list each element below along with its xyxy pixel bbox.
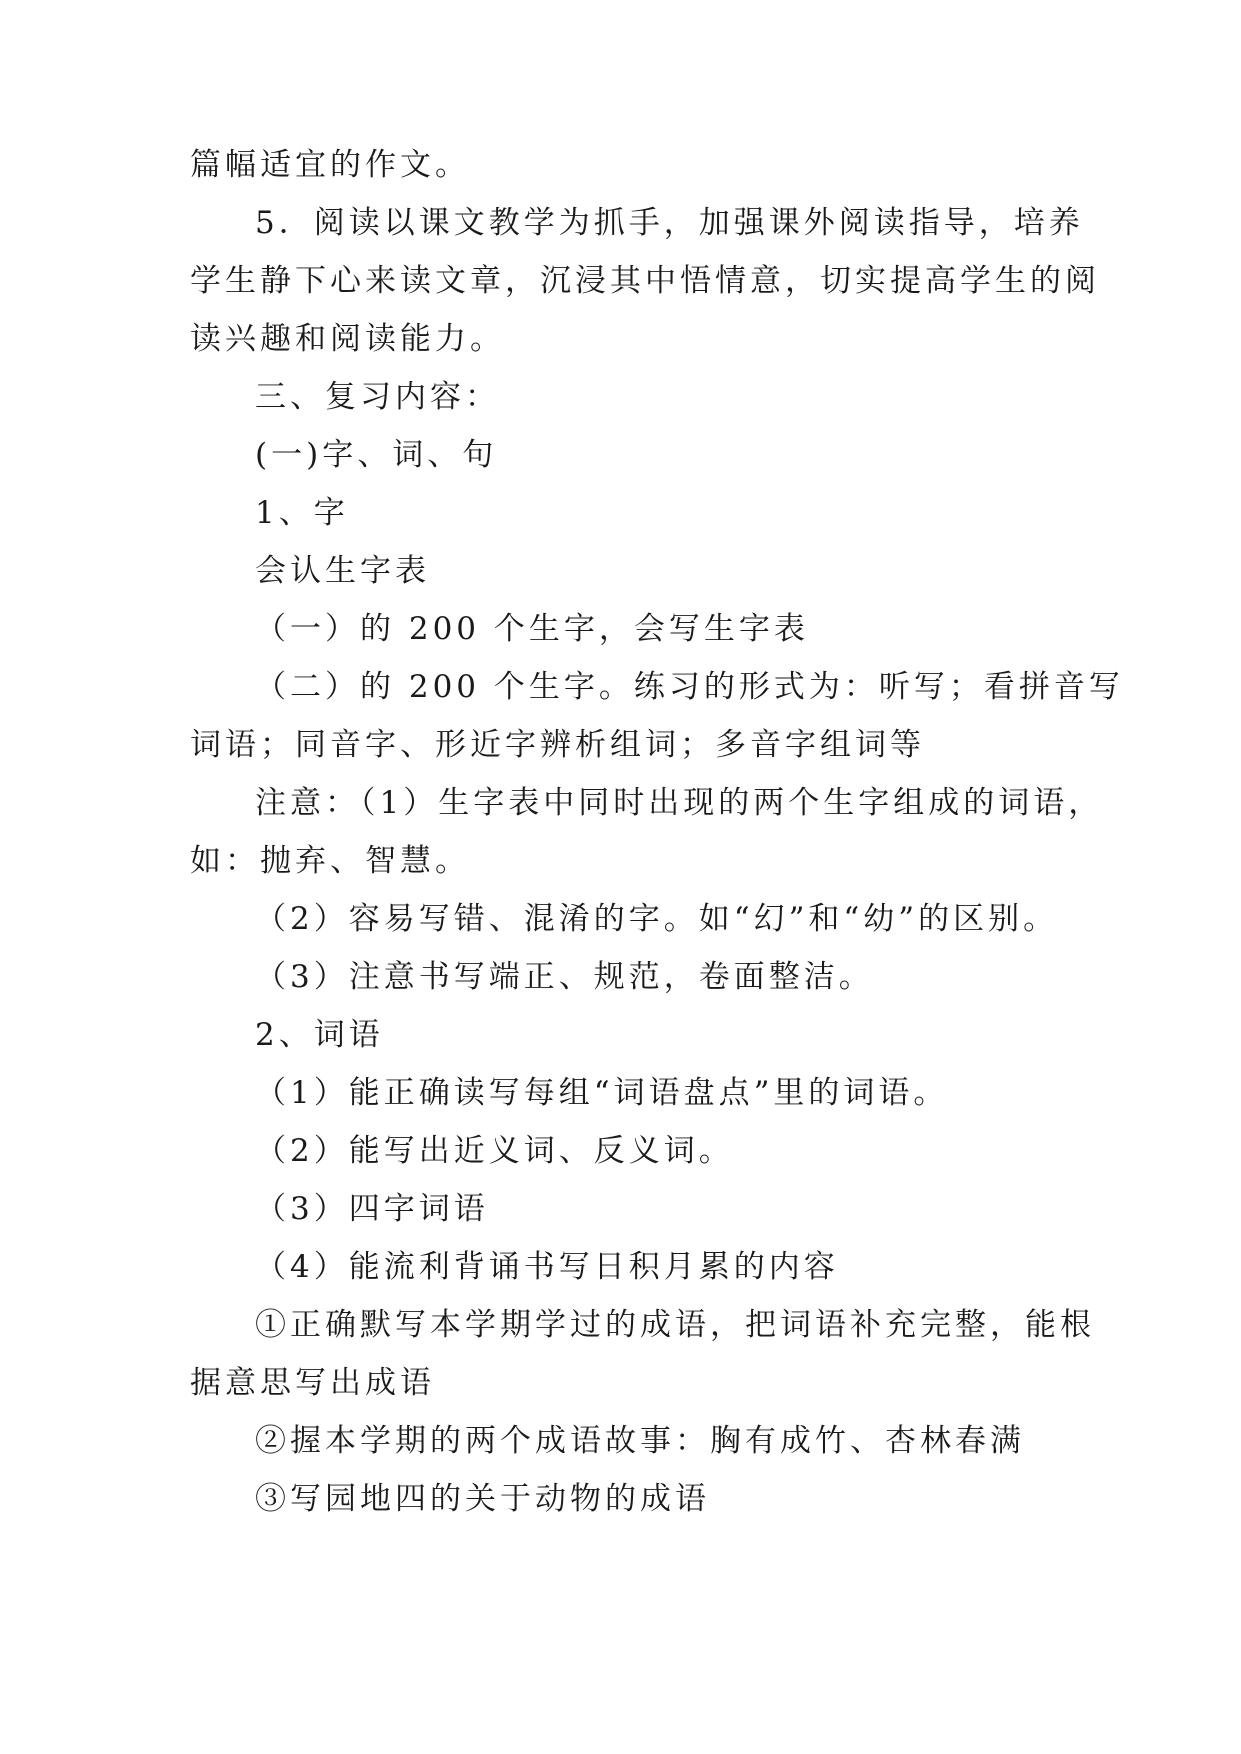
text-line: （二）的 200 个生字。练习的形式为：听写；看拼音写 bbox=[255, 669, 1124, 705]
item-heading: 1、字 bbox=[255, 495, 349, 531]
text-line: （2）能写出近义词、反义词。 bbox=[255, 1133, 734, 1169]
text-line: 据意思写出成语 bbox=[190, 1365, 435, 1401]
text-line: 5．阅读以课文教学为抓手，加强课外阅读指导，培养 bbox=[255, 205, 1084, 241]
text-line: （一）的 200 个生字，会写生字表 bbox=[255, 611, 809, 647]
text-line: （1）能正确读写每组“词语盘点”里的词语。 bbox=[255, 1075, 949, 1111]
text-line: 注意：（1）生字表中同时出现的两个生字组成的词语， bbox=[255, 785, 1104, 821]
text-line: ②握本学期的两个成语故事：胸有成竹、杏林春满 bbox=[255, 1423, 1025, 1459]
text-line: ③写园地四的关于动物的成语 bbox=[255, 1481, 710, 1517]
text-line: 读兴趣和阅读能力。 bbox=[190, 321, 505, 357]
item-heading: 2、词语 bbox=[255, 1017, 384, 1053]
text-line: 如：抛弃、智慧。 bbox=[190, 843, 470, 879]
subsection-heading: (一)字、词、句 bbox=[255, 437, 498, 473]
text-line: ①正确默写本学期学过的成语，把词语补充完整，能根 bbox=[255, 1307, 1095, 1343]
text-line: （3）注意书写端正、规范，卷面整洁。 bbox=[255, 959, 874, 995]
text-line: 篇幅适宜的作文。 bbox=[190, 147, 470, 183]
text-line: 词语；同音字、形近字辨析组词；多音字组词等 bbox=[190, 727, 925, 763]
text-line: （4）能流利背诵书写日积月累的内容 bbox=[255, 1249, 839, 1285]
section-heading: 三、复习内容： bbox=[255, 379, 500, 415]
text-line: 学生静下心来读文章，沉浸其中悟情意，切实提高学生的阅 bbox=[190, 263, 1100, 299]
text-line: 会认生字表 bbox=[255, 553, 430, 589]
text-line: （3）四字词语 bbox=[255, 1191, 489, 1227]
text-line: （2）容易写错、混淆的字。如“幻”和“幼”的区别。 bbox=[255, 901, 1059, 937]
